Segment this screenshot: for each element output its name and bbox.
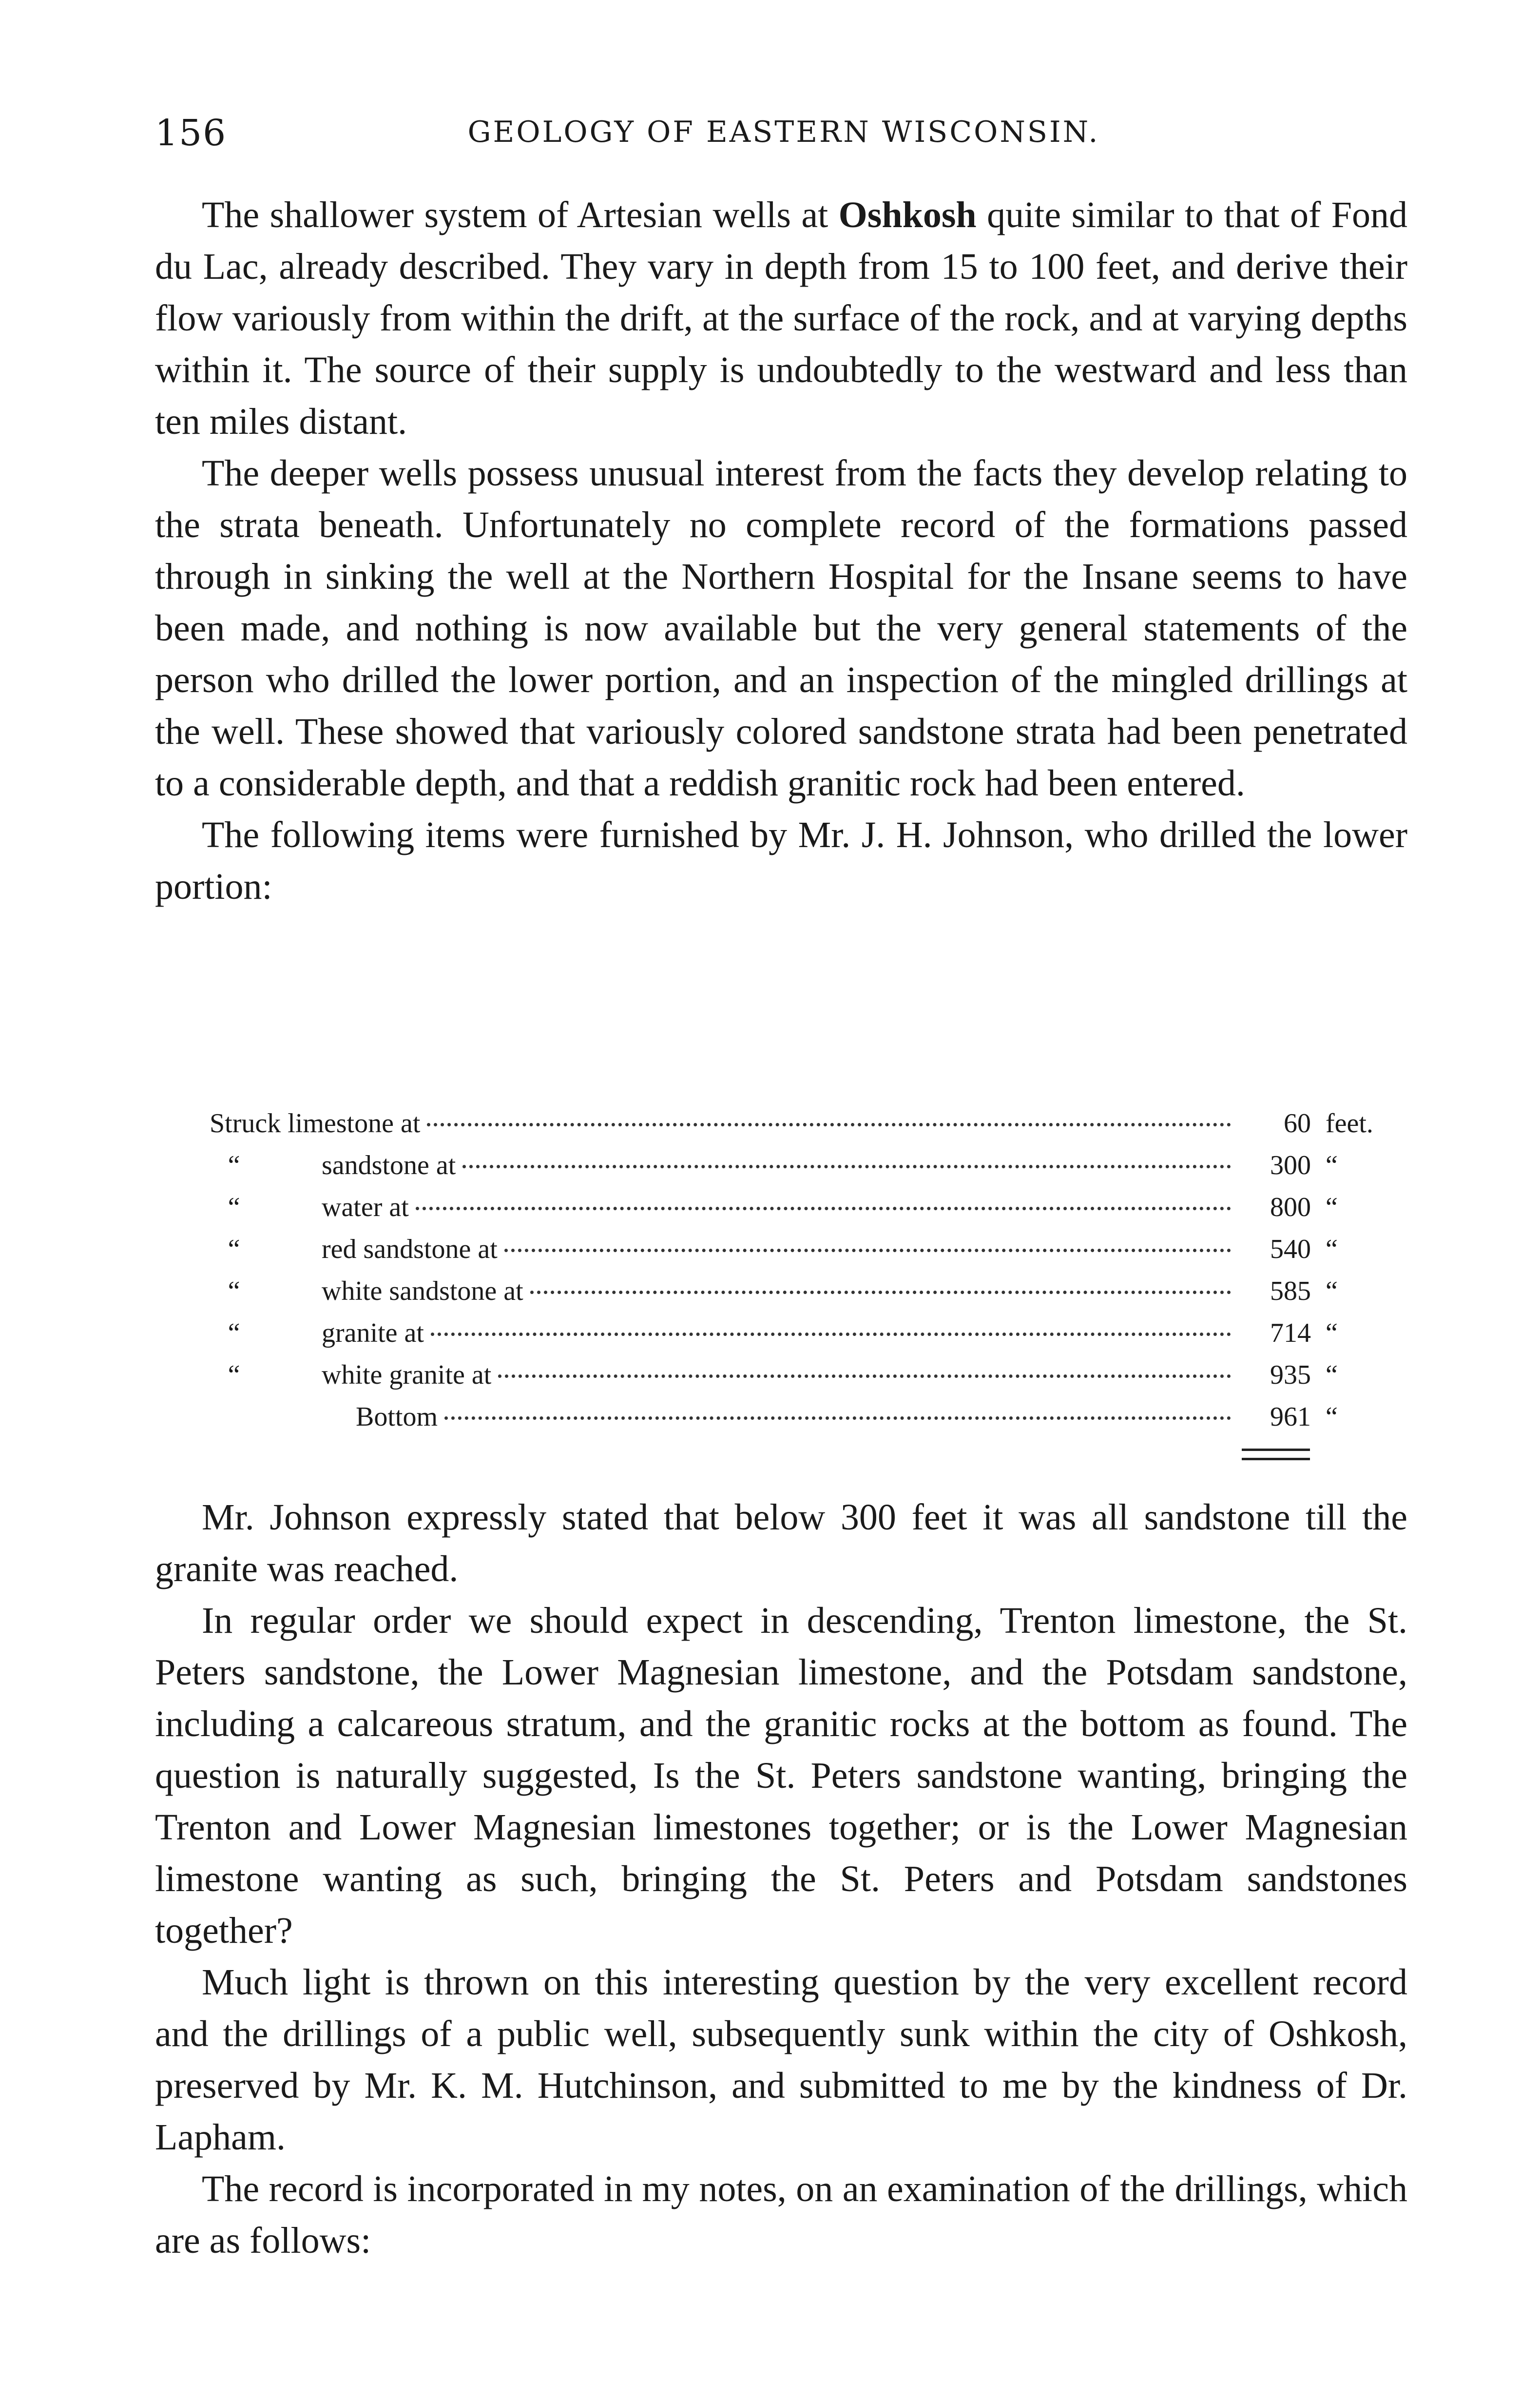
row-unit: “ [1326, 1318, 1338, 1348]
paragraph-text: quite similar to that of Fond du Lac, already described. They vary in depth from 15 to 100 feet, and derive their flow variously from within the drift, at the surface of the rock, and at varying depths within it. The source of their supply is undoubtedly to the westward and less than ten miles distant. [155, 194, 1407, 442]
row-label: red sandstone at [322, 1234, 498, 1264]
paragraph-text: The shallower system of Artesian wells at [202, 194, 839, 235]
row-label: limestone at [288, 1108, 421, 1139]
dot-leader [504, 1249, 1231, 1252]
dot-leader [462, 1165, 1231, 1168]
row-prefix: “ [228, 1192, 240, 1222]
row-unit: “ [1326, 1234, 1338, 1264]
paragraph-oshkosh-shallow-wells [155, 189, 1407, 447]
paragraph-deeper-wells: The deeper wells possess unusual interest from the facts they develop relating to the strata beneath. Unfortunately no complete record of the formations passed through in sinking the well at the Northern Hospital for the Insane seems to have been made, and nothing is now available but the very general statements of the person who drilled the lower portion, and an inspection of the mingled drillings at the well. These showed that variously colored sandstone strata had been penetrated to a considerable depth, and that a reddish granitic rock had been entered. [155, 453, 1407, 804]
page-header [155, 112, 1412, 166]
row-prefix: Struck [210, 1108, 281, 1139]
row-label: white granite at [322, 1360, 492, 1390]
row-prefix: “ [228, 1360, 240, 1390]
table-row [210, 1312, 1389, 1354]
row-prefix: “ [228, 1276, 240, 1306]
row-prefix: “ [228, 1150, 240, 1180]
body-text-top [155, 189, 1407, 912]
row-unit: “ [1326, 1360, 1338, 1390]
body-text-bottom [155, 1491, 1407, 2266]
paragraph-regular-order: In regular order we should expect in descending, Trenton limestone, the St. Peters sandstone, the Lower Magnesian limestone, and the Potsdam sandstone, including a calcareous stratum, and the granitic rocks at the bottom as found. The question is naturally suggested, Is the St. Peters sandstone wanting, bringing the Trenton and Lower Magnesian limestones together; or is the Lower Magnesian limestone wanting as such, bringing the St. Peters and Potsdam sandstones together? [155, 1600, 1407, 1951]
row-depth-value: 961 [1270, 1402, 1311, 1432]
table-row [210, 1102, 1389, 1144]
row-label: granite at [322, 1318, 424, 1348]
dot-leader [444, 1416, 1231, 1420]
paragraph-public-well: Much light is thrown on this interesting question by the very excellent record and the drillings of a public well, subsequently sunk within the city of Oshkosh, preserved by Mr. K. M. Hutchinson, and submitted to me by the kindness of Dr. Lapham. [155, 1962, 1407, 2158]
row-depth-value: 300 [1270, 1150, 1311, 1180]
paragraph-record-notes: The record is incorporated in my notes, on an examination of the drillings, which are as follows: [155, 2168, 1407, 2261]
row-label: Bottom [356, 1402, 438, 1432]
place-name-bold: Oshkosh [838, 194, 977, 235]
running-head: GEOLOGY OF EASTERN WISCONSIN. [467, 115, 1100, 149]
total-double-rule [1242, 1449, 1310, 1460]
row-prefix: “ [228, 1234, 240, 1264]
row-label: sandstone at [322, 1150, 456, 1180]
page-number: 156 [155, 112, 227, 154]
dot-leader [427, 1123, 1231, 1126]
table-row [210, 1396, 1389, 1438]
dot-leader [431, 1333, 1231, 1336]
well-record-table [210, 1102, 1389, 1438]
table-row [210, 1186, 1389, 1228]
dot-leader [416, 1207, 1231, 1210]
row-prefix: “ [228, 1318, 240, 1348]
table-row [210, 1270, 1389, 1312]
table-row [210, 1354, 1389, 1396]
row-depth-value: 935 [1270, 1360, 1311, 1390]
row-depth-value: 585 [1270, 1276, 1311, 1306]
row-label: water at [322, 1192, 409, 1222]
row-depth-value: 800 [1270, 1192, 1311, 1222]
row-unit: “ [1326, 1150, 1338, 1180]
paragraph-johnson-statement: Mr. Johnson expressly stated that below 300 feet it was all sandstone till the granite was reached. [155, 1497, 1407, 1589]
dot-leader [498, 1374, 1231, 1378]
row-label: white sandstone at [322, 1276, 523, 1306]
paragraph-johnson-intro: The following items were furnished by Mr. J. H. Johnson, who drilled the lower portion: [155, 814, 1407, 907]
table-row [210, 1228, 1389, 1270]
row-depth-value: 540 [1270, 1234, 1311, 1264]
row-unit: “ [1326, 1276, 1338, 1306]
row-unit: “ [1326, 1192, 1338, 1222]
row-unit: “ [1326, 1402, 1338, 1432]
dot-leader [530, 1291, 1231, 1294]
row-depth-value: 60 [1284, 1108, 1311, 1139]
row-unit: feet. [1326, 1108, 1373, 1139]
table-row [210, 1144, 1389, 1186]
row-depth-value: 714 [1270, 1318, 1311, 1348]
